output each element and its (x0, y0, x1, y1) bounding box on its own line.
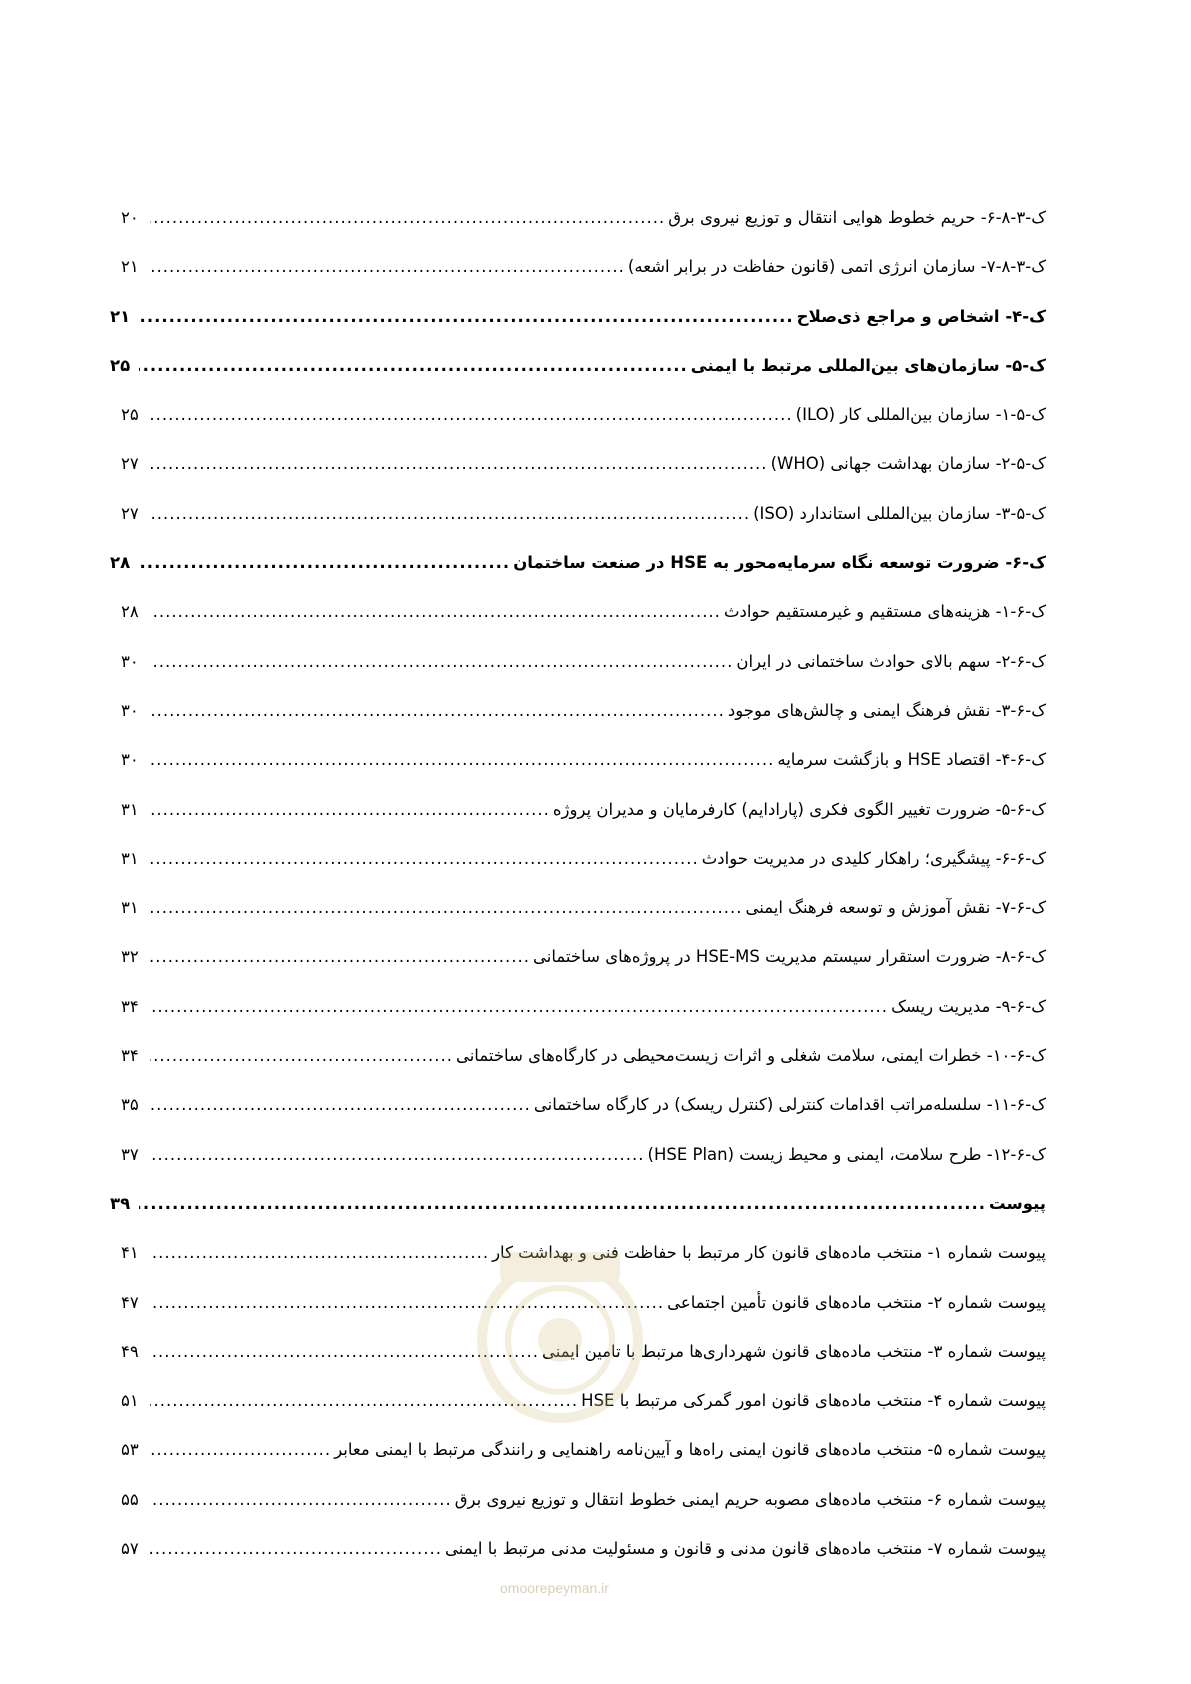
toc-entry[interactable] (121, 652, 1046, 701)
toc-entry[interactable] (121, 257, 1046, 306)
toc-entry-title: ک-۶-۲- سهم بالای حوادث ساختمانی در ایران (736, 651, 1046, 671)
dot-leader (150, 1145, 645, 1165)
dot-leader (139, 307, 794, 327)
toc-entry-title: پیوست شماره ۵- منتخب ماده‌های قانون ایمنی راه‌ها و آیین‌نامه راهنمایی و رانندگی مرتبط با ایمنی معابر (334, 1440, 1046, 1460)
toc-entry[interactable] (121, 750, 1046, 799)
toc-entry[interactable] (121, 898, 1046, 947)
toc-entry-page: ۳۱ (121, 848, 139, 868)
toc-entry-page: ۳۷ (121, 1144, 139, 1164)
dot-leader (150, 208, 665, 228)
dot-leader (150, 1046, 453, 1066)
dot-leader (150, 454, 768, 474)
toc-entry[interactable] (121, 454, 1046, 503)
dot-leader (139, 1194, 986, 1214)
toc-entry[interactable] (121, 947, 1046, 996)
toc-entry-page: ۲۱ (110, 306, 131, 326)
toc-entry-page: ۵۱ (121, 1391, 139, 1411)
toc-entry-page: ۲۷ (121, 454, 139, 474)
toc-entry-page: ۵۵ (121, 1489, 139, 1509)
dot-leader (150, 750, 774, 770)
toc-entry-page: ۴۷ (121, 1292, 139, 1312)
toc-entry[interactable] (110, 553, 1046, 602)
dot-leader (150, 701, 725, 721)
dot-leader (150, 800, 550, 820)
toc-entry-title: ک-۵-۲- سازمان بهداشت جهانی (WHO) (770, 454, 1046, 474)
toc-entry-page: ۳۰ (121, 700, 139, 720)
toc-entry-title: ک-۶- ضرورت توسعه نگاه سرمایه‌محور به HSE در صنعت ساختمان (513, 553, 1046, 573)
toc-entry-page: ۲۷ (121, 503, 139, 523)
toc-entry-page: ۳۴ (121, 996, 139, 1016)
toc-entry[interactable] (121, 997, 1046, 1046)
toc-entry-title: ک-۶-۴- اقتصاد HSE و بازگشت سرمایه (777, 750, 1046, 770)
dot-leader (150, 898, 742, 918)
toc-entry-title: ک-۶-۵- ضرورت تغییر الگوی فکری (پارادایم) کارفرمایان و مدیران پروژه (552, 799, 1046, 819)
toc-entry[interactable] (121, 800, 1046, 849)
toc-entry-page: ۲۸ (121, 602, 139, 622)
toc-entry[interactable] (110, 307, 1046, 356)
toc-entry-title: ک-۶-۷- نقش آموزش و توسعه فرهنگ ایمنی (745, 898, 1046, 918)
toc-entry-title: ک-۵-۱- سازمان بین‌المللی کار (ILO) (795, 405, 1046, 425)
toc-entry[interactable] (121, 1490, 1046, 1539)
toc-entry-title: پیوست شماره ۳- منتخب ماده‌های قانون شهرداری‌ها مرتبط با تامین ایمنی (541, 1341, 1046, 1361)
dot-leader (150, 947, 530, 967)
toc-entry-page: ۵۳ (121, 1440, 139, 1460)
dot-leader (150, 1539, 442, 1559)
toc-entry-page: ۳۰ (121, 750, 139, 770)
dot-leader (139, 356, 688, 376)
dot-leader (150, 257, 625, 277)
dot-leader (139, 553, 510, 573)
toc-entry-page: ۲۵ (110, 355, 131, 375)
dot-leader (150, 849, 699, 869)
toc-entry-title: ک-۶-۹- مدیریت ریسک (891, 996, 1046, 1016)
toc-entry-page: ۴۱ (121, 1243, 139, 1263)
toc-entry-title: ک-۶-۶- پیشگیری؛ راهکار کلیدی در مدیریت حوادث (701, 848, 1046, 868)
toc-entry-page: ۲۸ (110, 553, 131, 573)
toc-entry-title: ک-۶-۱- هزینه‌های مستقیم و غیرمستقیم حوادث (723, 602, 1046, 622)
toc-entry-page: ۳۲ (121, 947, 139, 967)
toc-entry[interactable] (121, 1440, 1046, 1489)
dot-leader (150, 1243, 489, 1263)
toc-entry-title: ک-۶-۱۱- سلسله‌مراتب اقدامات کنترلی (کنترل ریسک) در کارگاه ساختمانی (533, 1095, 1046, 1115)
dot-leader (150, 405, 793, 425)
toc-entry-title: ک-۴- اشخاص و مراجع ذی‌صلاح (796, 306, 1046, 326)
dot-leader (150, 1440, 331, 1460)
toc-entry-page: ۲۱ (121, 257, 139, 277)
toc-entry-title: پیوست شماره ۷- منتخب ماده‌های قانون مدنی و قانون و مسئولیت مدنی مرتبط با ایمنی (445, 1539, 1046, 1559)
toc-entry-title: ک-۶-۱۲- طرح سلامت، ایمنی و محیط زیست (HSE Plan) (647, 1144, 1046, 1164)
dot-leader (150, 997, 888, 1017)
toc-entry-title: ک-۵- سازمان‌های بین‌المللی مرتبط با ایمنی (690, 355, 1046, 375)
toc-entry[interactable] (121, 405, 1046, 454)
toc-entry-page: ۵۷ (121, 1539, 139, 1559)
toc-entry[interactable] (121, 602, 1046, 651)
toc-entry-page: ۳۱ (121, 799, 139, 819)
toc-entry-page: ۳۹ (110, 1193, 131, 1213)
toc-entry-title: ک-۵-۳- سازمان بین‌المللی استاندارد (ISO) (753, 503, 1046, 523)
toc-entry-title: پیوست شماره ۶- منتخب ماده‌های مصوبه حریم ایمنی خطوط انتقال و توزیع نیروی برق (454, 1489, 1046, 1509)
watermark-logo (470, 1230, 650, 1430)
toc-entry[interactable] (110, 356, 1046, 405)
toc-entry-title: پیوست (989, 1193, 1046, 1213)
toc-entry[interactable] (121, 701, 1046, 750)
toc-entry-title: ک-۳-۸-۷- سازمان انرژی اتمی (قانون حفاظت در برابر اشعه) (627, 257, 1046, 277)
toc-entry-page: ۳۵ (121, 1095, 139, 1115)
toc-entry-page: ۳۰ (121, 651, 139, 671)
toc-entry-title: ک-۳-۸-۶- حریم خطوط هوایی انتقال و توزیع نیروی برق (668, 208, 1046, 227)
toc-entry[interactable] (121, 1046, 1046, 1095)
dot-leader (150, 652, 733, 672)
toc-entry-page: ۲۵ (121, 405, 139, 425)
toc-entry[interactable] (121, 504, 1046, 553)
watermark-site: omoorepeyman.ir (500, 1580, 609, 1596)
toc-entry[interactable] (121, 1145, 1046, 1194)
dot-leader (150, 602, 721, 622)
toc-entry-title: ک-۶-۱۰- خطرات ایمنی، سلامت شغلی و اثرات زیست‌محیطی در کارگاه‌های ساختمانی (455, 1046, 1046, 1066)
toc-entry-title: ک-۶-۸- ضرورت استقرار سیستم مدیریت HSE-MS در پروژه‌های ساختمانی (533, 947, 1046, 967)
toc-entry[interactable] (121, 1095, 1046, 1144)
toc-entry-page: ۳۱ (121, 898, 139, 918)
toc-entry-page: ۲۰ (121, 208, 139, 227)
toc-entry-title: پیوست شماره ۲- منتخب ماده‌های قانون تأمین اجتماعی (667, 1292, 1046, 1312)
toc-entry-page: ۴۹ (121, 1341, 139, 1361)
dot-leader (150, 1095, 531, 1115)
dot-leader (150, 1490, 452, 1510)
toc-entry-title: ک-۶-۳- نقش فرهنگ ایمنی و چالش‌های موجود (727, 700, 1046, 720)
toc-entry-title: پیوست شماره ۱- منتخب ماده‌های قانون کار مرتبط با حفاظت فنی و بهداشت کار (492, 1243, 1046, 1263)
toc-entry-page: ۳۴ (121, 1046, 139, 1066)
toc-entry[interactable] (121, 849, 1046, 898)
toc-entry[interactable] (121, 208, 1046, 257)
toc-entry-title: پیوست شماره ۴- منتخب ماده‌های قانون امور گمرکی مرتبط با HSE (581, 1391, 1046, 1411)
dot-leader (150, 504, 750, 524)
